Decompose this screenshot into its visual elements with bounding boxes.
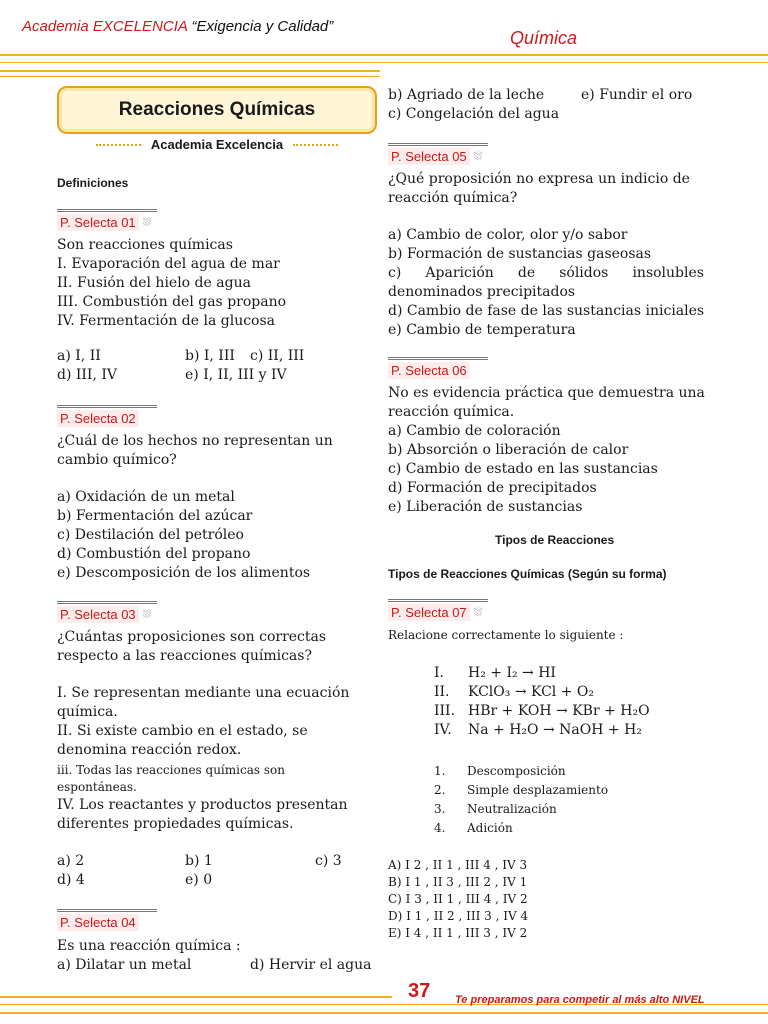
footer-rule-1 xyxy=(0,996,392,998)
type-number: 4. xyxy=(434,821,446,835)
question-proposition: I. Evaporación del agua de mar xyxy=(57,256,280,272)
question-label-text: P. Selecta 07 xyxy=(388,604,470,621)
option-c-word: sólidos xyxy=(559,265,609,281)
question-label-bar xyxy=(388,357,488,360)
question-proposition: iii. Todas las reacciones químicas son xyxy=(57,763,285,777)
question-proposition: denomina reacción redox. xyxy=(57,742,242,758)
title-box xyxy=(57,86,377,134)
question-label-text: P. Selecta 03 xyxy=(57,606,139,623)
question-text: cambio químico? xyxy=(57,452,177,468)
option-c: c) Destilación del petróleo xyxy=(57,527,244,543)
question-label-07 xyxy=(388,604,482,621)
question-proposition: IV. Los reactantes y productos presentan xyxy=(57,797,348,813)
question-label-text: P. Selecta 06 xyxy=(388,362,470,379)
question-proposition: espontáneas. xyxy=(57,780,137,794)
question-label-text: P. Selecta 01 xyxy=(57,214,139,231)
header-rule-4 xyxy=(0,76,380,77)
option-b: b) Absorción o liberación de calor xyxy=(388,442,629,458)
hatch-icon: ⛆ xyxy=(142,607,152,621)
type-number: 3. xyxy=(434,802,446,816)
option-e: E) I 4 , II 1 , III 3 , IV 2 xyxy=(388,926,528,940)
question-proposition: II. Si existe cambio en el estado, se xyxy=(57,723,308,739)
option-c: c) 3 xyxy=(315,853,342,869)
page-number: 37 xyxy=(408,980,431,1002)
reaction-number: I. xyxy=(434,665,444,681)
question-proposition: I. Se representan mediante una ecuación xyxy=(57,685,350,701)
question-01-options xyxy=(57,347,369,385)
header-subject: Química xyxy=(510,28,578,48)
reaction-equation: Na + H₂O → NaOH + H₂ xyxy=(468,722,642,738)
reaction-number: IV. xyxy=(434,722,452,738)
option-b: b) Formación de sustancias gaseosas xyxy=(388,246,652,262)
option-d: d) Cambio de fase de las sustancias iniciales xyxy=(388,303,705,319)
option-a: a) Cambio de coloración xyxy=(388,423,561,439)
question-text: ¿Cuál de los hechos no representan un xyxy=(57,433,333,449)
option-e: e) Liberación de sustancias xyxy=(388,499,583,515)
header-rule-2 xyxy=(0,62,768,63)
section-definiciones: Definiciones xyxy=(57,176,129,190)
question-text: reacción química? xyxy=(388,190,518,206)
question-text: Son reacciones químicas xyxy=(57,237,233,253)
question-label-04 xyxy=(57,914,139,931)
option-a: a) Oxidación de un metal xyxy=(57,489,235,505)
question-05-body xyxy=(388,170,704,208)
option-d: D) I 1 , II 2 , III 3 , IV 4 xyxy=(388,909,529,923)
footer-rule-3 xyxy=(0,1012,768,1014)
section-tipos-forma: Tipos de Reacciones Químicas (Según su forma) xyxy=(388,567,667,581)
subtitle-dots-right xyxy=(293,144,338,146)
page-title: Reacciones Químicas xyxy=(118,99,316,120)
question-label-bar xyxy=(57,209,157,212)
question-02-body xyxy=(57,432,369,470)
question-text: Relacione correctamente lo siguiente : xyxy=(388,628,624,642)
question-label-06 xyxy=(388,362,470,379)
option-c-continuation: denominados precipitados xyxy=(388,284,576,300)
question-03-body xyxy=(57,628,369,666)
header-academy-name: Academia EXCELENCIA xyxy=(22,18,188,35)
question-proposition: II. Fusión del hielo de agua xyxy=(57,275,251,291)
subtitle-dots-left xyxy=(96,144,141,146)
option-d: d) Formación de precipitados xyxy=(388,480,597,496)
header-rule-1 xyxy=(0,54,768,56)
question-02-options xyxy=(57,488,369,583)
question-label-text: P. Selecta 04 xyxy=(57,914,139,931)
question-text: ¿Cuántas proposiciones son correctas xyxy=(57,629,327,645)
question-07-body xyxy=(388,627,704,644)
reaction-number: II. xyxy=(434,684,450,700)
question-04-options-cont xyxy=(388,86,704,124)
question-06-body xyxy=(388,384,704,517)
option-b: b) Agriado de la leche xyxy=(388,87,545,103)
header-academy-line xyxy=(22,18,333,35)
option-c: c) Congelación del agua xyxy=(388,106,560,122)
question-01-body xyxy=(57,236,369,331)
option-b: b) I, III xyxy=(185,348,235,364)
question-text: respecto a las reacciones químicas? xyxy=(57,648,312,664)
option-e: e) Cambio de temperatura xyxy=(388,322,576,338)
question-label-03 xyxy=(57,606,151,623)
question-label-bar xyxy=(388,143,488,146)
hatch-icon: ⛆ xyxy=(473,605,483,619)
option-c: c) Cambio de estado en las sustancias xyxy=(388,461,658,477)
question-text: Es una reacción química : xyxy=(57,938,241,954)
option-e: e) Descomposición de los alimentos xyxy=(57,565,311,581)
question-text: ¿Qué proposición no expresa un indicio de xyxy=(388,171,690,187)
question-05-options xyxy=(388,226,704,340)
option-d: d) Combustión del propano xyxy=(57,546,251,562)
option-c-word: c) xyxy=(388,265,402,281)
option-a: A) I 2 , II 1 , III 4 , IV 3 xyxy=(388,858,528,872)
question-proposition: química. xyxy=(57,704,118,720)
question-label-bar xyxy=(57,405,157,408)
question-03-options xyxy=(57,852,369,890)
question-label-bar xyxy=(57,909,157,912)
type-label: Adición xyxy=(467,821,513,835)
hatch-icon: ⛆ xyxy=(142,215,152,229)
reaction-number: III. xyxy=(434,703,456,719)
question-label-bar xyxy=(57,601,157,604)
question-label-02 xyxy=(57,410,139,427)
option-c-word: Aparición xyxy=(425,265,494,281)
option-b: B) I 1 , II 3 , III 2 , IV 1 xyxy=(388,875,528,889)
option-a: a) 2 xyxy=(57,853,85,869)
header-slogan: “Exigencia y Calidad” xyxy=(191,18,334,35)
hatch-icon: ⛆ xyxy=(473,149,483,163)
question-proposition: III. Combustión del gas propano xyxy=(57,294,287,310)
option-d: d) 4 xyxy=(57,872,85,888)
type-number: 2. xyxy=(434,783,446,797)
option-c: c) II, III xyxy=(250,348,305,364)
header-rule-3 xyxy=(0,70,380,72)
option-c-word: de xyxy=(517,265,536,281)
question-label-text: P. Selecta 02 xyxy=(57,410,139,427)
section-tipos: Tipos de Reacciones xyxy=(495,533,615,547)
question-proposition: IV. Fermentación de la glucosa xyxy=(57,313,276,329)
option-b: b) 1 xyxy=(185,853,213,869)
question-label-text: P. Selecta 05 xyxy=(388,148,470,165)
question-label-bar xyxy=(388,599,488,602)
option-c: C) I 3 , II 1 , III 4 , IV 2 xyxy=(388,892,528,906)
option-c-word: insolubles xyxy=(632,265,704,281)
option-c xyxy=(388,264,704,283)
option-a: a) Dilatar un metal xyxy=(57,957,192,973)
type-number: 1. xyxy=(434,764,446,778)
reaction-equation: KClO₃ → KCl + O₂ xyxy=(468,684,594,700)
question-07-types xyxy=(434,762,714,838)
type-label: Neutralización xyxy=(467,802,557,816)
reaction-equation: H₂ + I₂ → HI xyxy=(468,665,556,681)
subtitle-row xyxy=(64,137,370,152)
reaction-equation: HBr + KOH → KBr + H₂O xyxy=(468,703,650,719)
question-label-05 xyxy=(388,148,482,165)
option-e: e) I, II, III y IV xyxy=(185,367,287,383)
type-label: Simple desplazamiento xyxy=(467,783,609,797)
question-proposition: diferentes propiedades químicas. xyxy=(57,816,294,832)
type-label: Descomposición xyxy=(467,764,566,778)
option-e: e) 0 xyxy=(185,872,213,888)
option-e: e) Fundir el oro xyxy=(581,87,693,103)
subtitle: Academia Excelencia xyxy=(150,137,284,152)
question-07-answers xyxy=(388,857,704,942)
question-04-body xyxy=(57,937,373,975)
question-07-reactions xyxy=(434,664,714,740)
option-a: a) I, II xyxy=(57,348,101,364)
footer-slogan: Te preparamos para competir al más alto NIVEL xyxy=(455,994,705,1006)
option-a: a) Cambio de color, olor y/o sabor xyxy=(388,227,628,243)
option-d: d) Hervir el agua xyxy=(250,957,372,973)
question-text: reacción química. xyxy=(388,404,515,420)
option-b: b) Fermentación del azúcar xyxy=(57,508,253,524)
question-label-01 xyxy=(57,214,151,231)
option-d: d) III, IV xyxy=(57,367,118,383)
question-text: No es evidencia práctica que demuestra una xyxy=(388,385,705,401)
question-03-propositions xyxy=(57,684,369,834)
